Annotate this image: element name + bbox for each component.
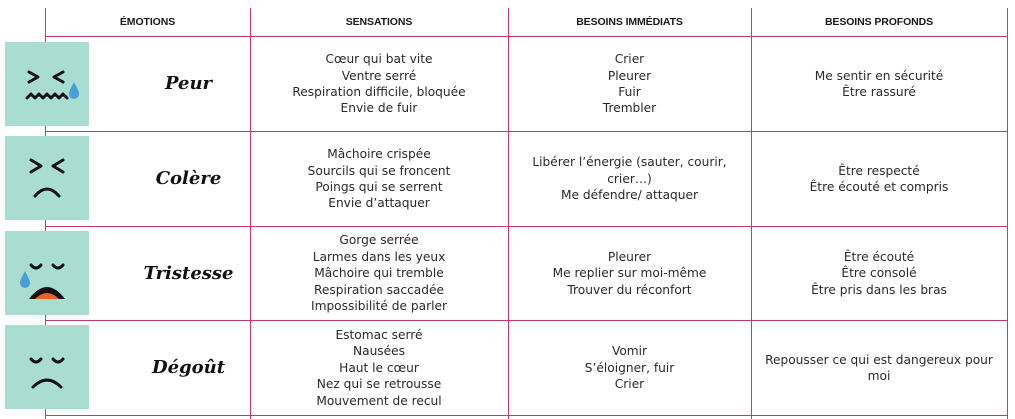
list-item: Me sentir en sécurité [814,68,944,83]
list-item: Estomac serré [335,327,423,342]
list-item: Me défendre/ attaquer [560,188,699,203]
emotion-label: Colère [155,168,222,189]
list-item: S’éloigner, fuir [584,360,675,375]
immediate-needs-cell [508,132,751,226]
list-item: Repousser ce qui est dangereux pour [765,352,993,367]
list-item: Mâchoire crispée [327,147,431,162]
header-sensations: SENSATIONS [345,16,413,28]
list-item: Sourcils qui se froncent [307,163,451,178]
list-item: Pleurer [607,68,652,83]
list-item: Cœur qui bat vite [325,52,433,67]
list-item: Nausées [352,344,405,359]
list-item: Être consolé [841,266,917,281]
list-item: Larmes dans les yeux [312,249,446,264]
list-item: Trouver du réconfort [567,282,692,297]
immediate-needs-cell [508,321,751,415]
list-item: Pleurer [607,249,652,264]
list-item: Vomir [611,344,648,359]
list-item: Ventre serré [341,68,417,83]
emotion-label: Tristesse [143,262,234,284]
list-item: Gorge serrée [339,233,419,248]
angry-face-icon [5,136,89,220]
list-item: Crier [614,52,645,67]
header-immediate-needs: BESOINS IMMÉDIATS [576,16,683,28]
immediate-needs-cell [508,37,751,131]
crying-face-icon [5,231,89,315]
list-item: Respiration difficile, bloquée [292,85,466,99]
list-item: Être pris dans les bras [811,282,947,297]
list-item: Envie d’attaquer [328,196,430,211]
header-deep-needs: BESOINS PROFONDS [824,16,934,28]
list-item: Libérer l’énergie (sauter, courir, [532,155,727,170]
list-item: Poings qui se serrent [315,180,443,194]
emotion-label: Peur [164,73,213,94]
list-item: Impossibilité de parler [310,299,447,314]
scared-face-icon [5,42,89,126]
deep-needs-cell [751,321,1007,415]
deep-needs-cell [751,227,1007,320]
grid-line [45,415,1008,416]
emotion-label: Dégoût [151,357,226,378]
sensations-cell [250,321,508,415]
sensations-cell [250,227,508,320]
list-item: Respiration saccadée [313,282,444,297]
sensations-cell [250,37,508,131]
disgusted-face-icon [5,325,89,409]
deep-needs-cell [751,37,1007,131]
list-item: Nez qui se retrousse [316,377,442,392]
list-item: Être écouté et compris [809,180,949,194]
list-item: Me replier sur moi-même [552,266,707,281]
header-emotions: ÉMOTIONS [119,16,176,28]
grid-line [1007,8,1008,419]
list-item: crier…) [607,171,652,186]
list-item: Être rassuré [842,85,916,99]
deep-needs-cell [751,132,1007,226]
list-item: Trembler [602,101,657,116]
emotions-table [45,8,1008,419]
list-item: Mâchoire qui tremble [314,266,444,281]
list-item: Crier [614,377,645,392]
list-item: Être écouté [843,249,915,264]
list-item: moi [867,369,891,383]
list-item: Être respecté [838,163,920,178]
list-item: Fuir [618,85,641,99]
sensations-cell [250,132,508,226]
list-item: Envie de fuir [340,101,418,116]
immediate-needs-cell [508,227,751,320]
list-item: Mouvement de recul [316,393,442,408]
list-item: Haut le cœur [339,360,419,375]
